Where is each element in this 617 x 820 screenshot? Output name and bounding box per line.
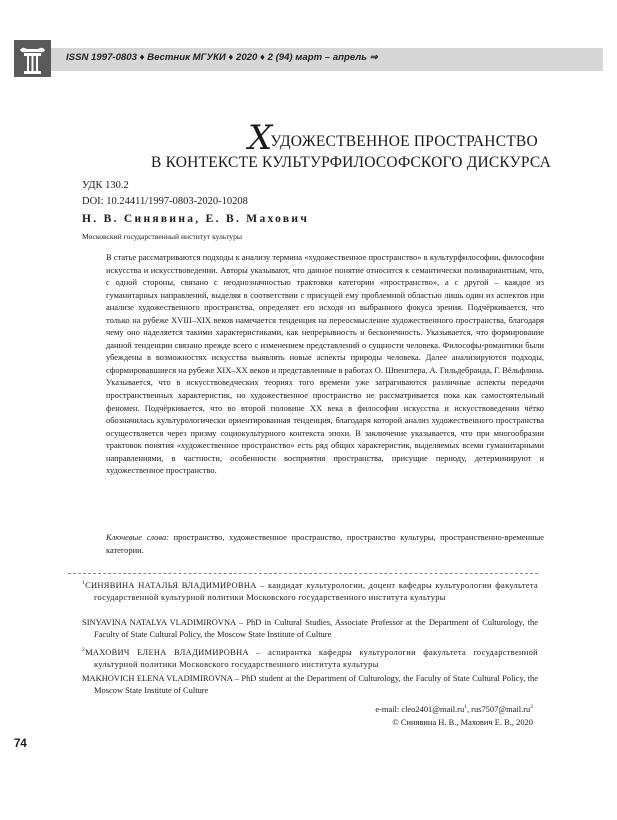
author-emails <box>375 704 533 714</box>
abstract-text: В статье рассматриваются подходы к анализу термина «художественное пространство» в культурфилософии, философии искусства и искусствоведении. Авторы указывают, что данное понятие относится к семантически поливариантным, что, с одной стороны, связано с неоднозначностью трактовки категории «пространство», а с другой – каждое из гуманитарных направлений, выделяя в соответствии с присущей ему проблемной областью лишь один из аспектов при анализе художественного пространства, определяет его исходя из выбранного фокуса зрения. Подчёркивается, что только на рубеже XVIII–XIX веков намечается тенденция на переосмысление художественного пространства, благодаря чему оно наделяется такими характеристиками, как непрерывность и бесконечность. Указывается, что формирование данной тенденции связано прежде всего с изменением представлений о сущности человека. Философы-романтики были убеждены в возможностях искусства выявлять новые аспекты природы человека. Далее анализируются подходы, сформировавшиеся на рубеже XIX–XX веков и представленные в работах О. Шпенглера, А. Гильдебранда, Г. Вёльфлина. Указывается, что в искусствоведческих теориях того времени уже затрагиваются различные аспекты передачи пространственных характеристик, но художественное пространство не рассматривается пока как самостоятельный феномен. Подчёркивается, что во второй половине XX века в философии искусства и искусствоведении чётко обозначилась культурологически ориентированная тенденция, благодаря которой анализ художественного пространства осуществляется через призму социокультурного контекста эпохи. В заключение указывается, что при многообразии трактовок понятия «художественное пространство» есть ряд общих характеристик, выделяемых всеми гуманитарными направлениями, в частности, особенности восприятия пространства, присущие периоду, детерминируют и художественное пространство. <box>106 252 544 476</box>
page-number: 74 <box>14 738 27 750</box>
email-prefix: e-mail: <box>375 704 402 714</box>
title-line-2: В КОНТЕКСТЕ КУЛЬТУРФИЛОСОФСКОГО ДИСКУРСА <box>151 154 551 171</box>
footnote-1-ru <box>82 578 538 604</box>
footnote-divider <box>68 573 538 574</box>
footnote-2-marker: 2 <box>82 647 86 653</box>
abstract <box>106 251 544 477</box>
keywords-label: Ключевые слова: <box>106 532 169 542</box>
authors: Н. В. Синявина, Е. В. Махович <box>82 213 310 225</box>
copyright: © Синявина Н. В., Махович Е. В., 2020 <box>392 717 533 727</box>
title-dropcap: Х <box>248 118 273 158</box>
email-2-marker: 2 <box>530 704 533 711</box>
email-link-2[interactable]: rus7507@mail.ru <box>471 704 531 714</box>
email-link-1[interactable]: cleo2401@mail.ru <box>401 704 465 714</box>
keywords-text: пространство, художественное пространство, пространство культуры, пространственно-временные категории. <box>106 532 544 555</box>
footnote-2-ru <box>82 645 538 671</box>
footnote-1-en <box>82 617 538 641</box>
title-line-1 <box>248 118 538 158</box>
doi: DOI: 10.24411/1997-0803-2020-10208 <box>82 196 248 207</box>
journal-header-text: ISSN 1997-0803 ♦ Вестник МГУКИ ♦ 2020 ♦ 2 (94) март – апрель ⇒ <box>66 52 378 63</box>
udk-code: УДК 130.2 <box>82 180 129 191</box>
keywords <box>106 531 544 556</box>
email-separator: , <box>466 704 472 714</box>
footnote-2-en-text: MAKHOVICH ELENA VLADIMIROVNA – PhD student at the Department of Culturology, the Faculty of State Cultural Policy, the Moscow State Institute of Culture <box>82 673 538 695</box>
footnote-1-ru-text: СИНЯВИНА НАТАЛЬЯ ВЛАДИМИРОВНА – кандидат культурологии, доцент кафедры культурологии факультета государственной культурной политики Московского государственного института культуры <box>85 580 538 602</box>
footnote-2-ru-text: МАХОВИЧ ЕЛЕНА ВЛАДИМИРОВНА – аспирантка кафедры культурологии факультета государственной культурной политики Московского государственного института культуры <box>85 647 538 669</box>
column-capital-icon <box>14 40 51 77</box>
footnote-1-marker: 1 <box>82 580 86 586</box>
title-line-1-text: УДОЖЕСТВЕННОЕ ПРОСТРАНСТВО <box>270 133 538 150</box>
affiliation: Московский государственный институт культуры <box>82 232 243 241</box>
email-1-marker: 1 <box>464 704 467 711</box>
footnote-2-en <box>82 673 538 697</box>
footnote-1-en-text: SINYAVINA NATALYA VLADIMIROVNA – PhD in Cultural Studies, Associate Professor at the Department of Culturology, the Faculty of State Cultural Policy, the Moscow State Institute of Culture <box>82 617 538 639</box>
